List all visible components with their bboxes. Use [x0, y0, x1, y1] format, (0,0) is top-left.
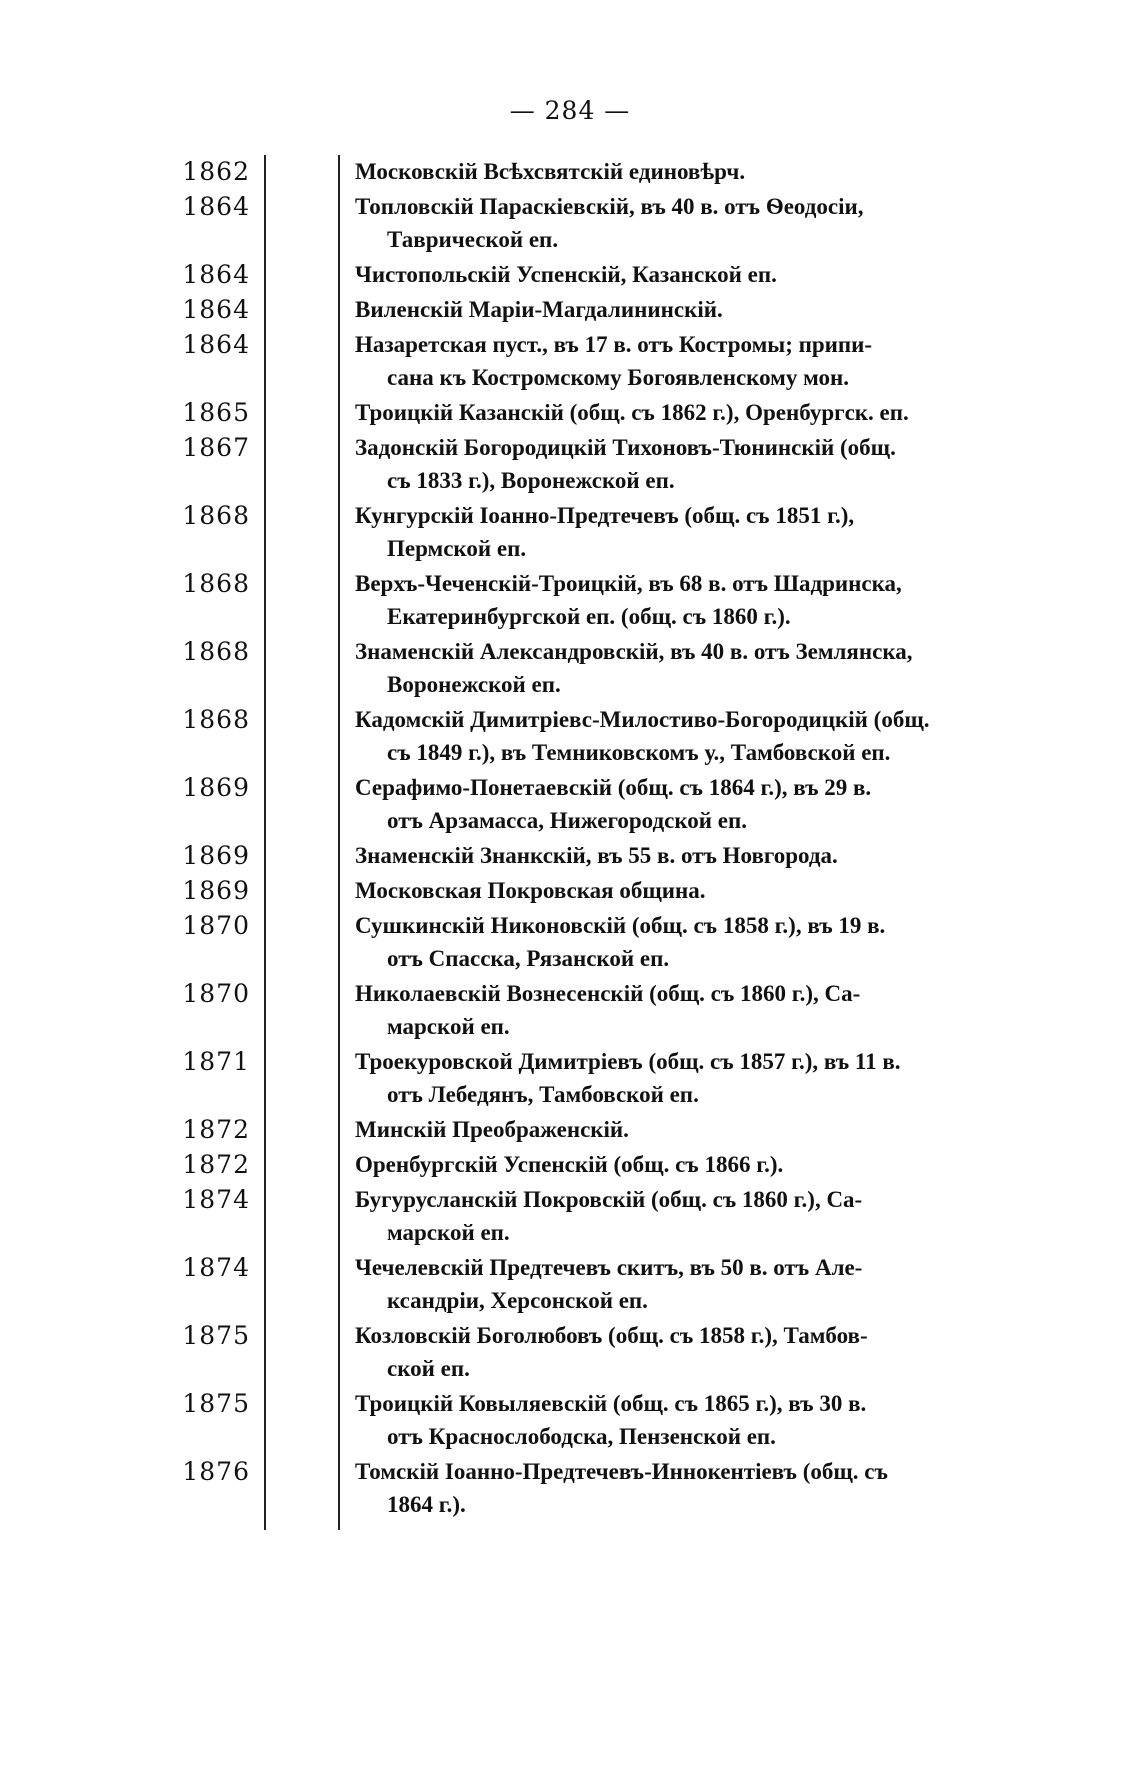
- year-cell: 1870: [182, 979, 250, 1008]
- entry-line: Таврической еп.: [387, 227, 559, 252]
- entry-line: 1864 г.).: [387, 1492, 466, 1517]
- year-cell: 1867: [182, 433, 250, 462]
- entry-text: [355, 635, 1015, 701]
- year-cell: 1864: [182, 260, 250, 289]
- table-row: [170, 839, 1015, 872]
- entry-line: отъ Арзамасса, Нижегородской еп.: [387, 808, 748, 833]
- entry-line: Кунгурскій Іоанно-Предтечевъ (общ. съ 1851 г.),: [355, 503, 855, 528]
- entry-text: [355, 1148, 1015, 1181]
- entry-line: ской еп.: [387, 1356, 470, 1381]
- entry-text: [355, 431, 1015, 497]
- entry-text: [355, 155, 1015, 188]
- table-row: [170, 1045, 1015, 1111]
- entry-line: Знаменскій Знанкскій, въ 55 в. отъ Новгорода.: [355, 843, 838, 868]
- table-row: [170, 431, 1015, 497]
- year-cell: 1868: [182, 501, 250, 530]
- year-cell: 1871: [182, 1047, 250, 1076]
- table-row: [170, 328, 1015, 394]
- table-row: [170, 1113, 1015, 1146]
- entry-text: [355, 839, 1015, 872]
- year-cell: 1864: [182, 192, 250, 221]
- entry-line: Чечелевскій Предтечевъ скитъ, въ 50 в. отъ Але-: [355, 1255, 863, 1280]
- year-cell: 1868: [182, 637, 250, 666]
- year-cell: 1862: [182, 157, 250, 186]
- table-row: [170, 1183, 1015, 1249]
- entry-line: Сушкинскій Никоновскій (общ. съ 1858 г.), въ 19 в.: [355, 913, 886, 938]
- year-cell: 1875: [182, 1321, 250, 1350]
- table-row: [170, 1387, 1015, 1453]
- year-cell: 1874: [182, 1185, 250, 1214]
- entry-line: Кадомскій Димитріевс-Милостиво-Богородицкій (общ.: [355, 707, 930, 732]
- entry-line: Топловскій Параскіевскій, въ 40 в. отъ Ѳеодосіи,: [355, 194, 864, 219]
- entry-text: [355, 1455, 1015, 1521]
- year-cell: 1865: [182, 398, 250, 427]
- entry-line: съ 1849 г.), въ Темниковскомъ у., Тамбовской еп.: [387, 740, 891, 765]
- entry-line: Екатеринбургской еп. (общ. съ 1860 г.).: [387, 604, 791, 629]
- table-row: [170, 258, 1015, 291]
- entry-text: [355, 293, 1015, 326]
- entry-text: [355, 771, 1015, 837]
- entry-text: [355, 1113, 1015, 1146]
- entry-text: [355, 396, 1015, 429]
- table-row: [170, 635, 1015, 701]
- entry-line: марской еп.: [387, 1220, 510, 1245]
- entry-line: сана къ Костромскому Богоявленскому мон.: [387, 365, 849, 390]
- entry-line: Задонскій Богородицкій Тихоновъ-Тюнинскій (общ.: [355, 435, 896, 460]
- year-cell: 1872: [182, 1150, 250, 1179]
- table-row: [170, 499, 1015, 565]
- table-row: [170, 703, 1015, 769]
- table-row: [170, 567, 1015, 633]
- entry-line: Оренбургскій Успенскій (общ. съ 1866 г.).: [355, 1152, 784, 1177]
- year-cell: 1872: [182, 1115, 250, 1144]
- year-cell: 1869: [182, 841, 250, 870]
- entry-line: Знаменскій Александровскій, въ 40 в. отъ Землянска,: [355, 639, 913, 664]
- entry-line: марской еп.: [387, 1014, 510, 1039]
- monastery-table: [170, 155, 1015, 1523]
- entry-line: Томскій Іоанно-Предтечевъ-Иннокентіевъ (общ. съ: [355, 1459, 888, 1484]
- entry-text: [355, 567, 1015, 633]
- entry-text: [355, 328, 1015, 394]
- entry-line: Минскій Преображенскій.: [355, 1117, 629, 1142]
- entry-line: отъ Лебедянъ, Тамбовской еп.: [387, 1082, 699, 1107]
- entry-text: [355, 1251, 1015, 1317]
- table-row: [170, 771, 1015, 837]
- table-row: [170, 155, 1015, 188]
- table-row: [170, 909, 1015, 975]
- entry-line: отъ Спасска, Рязанской еп.: [387, 946, 670, 971]
- year-cell: 1870: [182, 911, 250, 940]
- entry-text: [355, 977, 1015, 1043]
- table-row: [170, 977, 1015, 1043]
- entry-text: [355, 190, 1015, 256]
- entry-line: Серафимо-Понетаевскій (общ. съ 1864 г.), въ 29 в.: [355, 775, 872, 800]
- entry-text: [355, 499, 1015, 565]
- entry-line: Николаевскій Вознесенскій (общ. съ 1860 г.), Са-: [355, 981, 861, 1006]
- entry-text: [355, 1045, 1015, 1111]
- entry-line: Троекуровской Димитріевъ (общ. съ 1857 г.), въ 11 в.: [355, 1049, 901, 1074]
- entry-line: Пермской еп.: [387, 536, 527, 561]
- entry-line: Чистопольскій Успенскій, Казанской еп.: [355, 262, 777, 287]
- year-cell: 1868: [182, 569, 250, 598]
- table-row: [170, 874, 1015, 907]
- entry-line: Троицкій Ковыляевскій (общ. съ 1865 г.), въ 30 в.: [355, 1391, 867, 1416]
- entry-line: Троицкій Казанскій (общ. съ 1862 г.), Оренбургск. еп.: [355, 400, 909, 425]
- entry-line: Назаретская пуст., въ 17 в. отъ Костромы; припи-: [355, 332, 873, 357]
- page-number: — 284 —: [509, 96, 631, 125]
- year-cell: 1864: [182, 295, 250, 324]
- year-cell: 1869: [182, 876, 250, 905]
- table-row: [170, 1319, 1015, 1385]
- table-row: [170, 293, 1015, 326]
- entry-text: [355, 1387, 1015, 1453]
- entry-text: [355, 909, 1015, 975]
- year-cell: 1864: [182, 330, 250, 359]
- table-row: [170, 190, 1015, 256]
- entry-line: отъ Краснослободска, Пензенской еп.: [387, 1424, 776, 1449]
- entry-line: Козловскій Боголюбовъ (общ. съ 1858 г.), Тамбов-: [355, 1323, 868, 1348]
- entry-line: Виленскій Маріи-Магдалининскій.: [355, 297, 723, 322]
- table-row: [170, 1455, 1015, 1521]
- entry-text: [355, 1183, 1015, 1249]
- entry-text: [355, 874, 1015, 907]
- year-cell: 1876: [182, 1457, 250, 1486]
- entry-line: Московская Покровская община.: [355, 878, 706, 903]
- entry-line: съ 1833 г.), Воронежской еп.: [387, 468, 675, 493]
- entry-text: [355, 703, 1015, 769]
- entry-line: Московскій Всѣхсвятскій единовѣрч.: [355, 159, 746, 184]
- table-row: [170, 1251, 1015, 1317]
- entry-text: [355, 258, 1015, 291]
- year-cell: 1875: [182, 1389, 250, 1418]
- entry-line: ксандріи, Херсонской еп.: [387, 1288, 648, 1313]
- table-row: [170, 396, 1015, 429]
- table-row: [170, 1148, 1015, 1181]
- year-cell: 1869: [182, 773, 250, 802]
- year-cell: 1868: [182, 705, 250, 734]
- year-cell: 1874: [182, 1253, 250, 1282]
- entry-line: Бугурусланскій Покровскій (общ. съ 1860 г.), Са-: [355, 1187, 863, 1212]
- entry-text: [355, 1319, 1015, 1385]
- entry-line: Верхъ-Чеченскій-Троицкій, въ 68 в. отъ Шадринска,: [355, 571, 902, 596]
- entry-line: Воронежской еп.: [387, 672, 561, 697]
